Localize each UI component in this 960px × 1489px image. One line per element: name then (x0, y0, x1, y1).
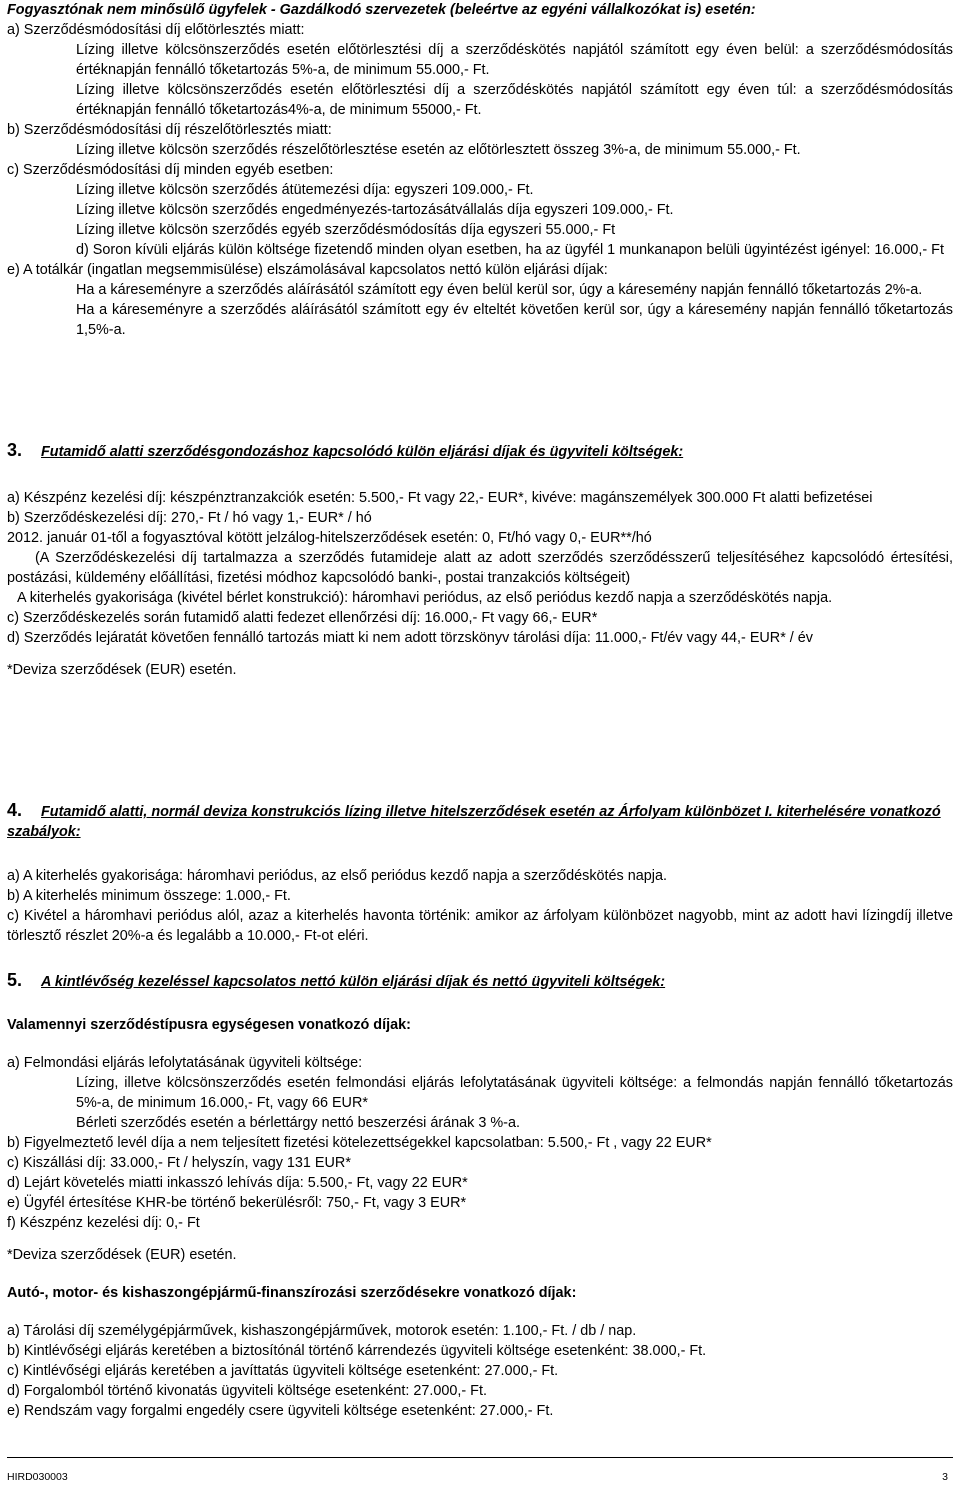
s5-a1: Lízing, illetve kölcsönszerződés esetén felmondási eljárás lefolytatásának ügyviteli költsége: a felmondás napján fennálló tőketartozás 5%-a, de minimum 16.000,- Ft, vagy 66 EUR* (76, 1075, 953, 1111)
s4-a: a) A kiterhelés gyakorisága: háromhavi periódus, az első periódus kezdő napja a szerződéskötés napja. (7, 868, 667, 884)
footer-divider (7, 1457, 953, 1458)
s5-subheading-2: Autó-, motor- és kishaszongépjármű-finanszírozási szerződésekre vonatkozó díjak: (7, 1285, 577, 1301)
s3-b3: (A Szerződéskezelési díj tartalmazza a szerződés futamideje alatt az adott szerződés szerződésszerű teljesítéséhez kapcsolódó értesítési, postázási, küldemény előállítási, fizetési módhoz kapcsolódó banki-, postai tranzakciós költségeit) (7, 550, 953, 586)
intro-e1: Ha a káreseményre a szerződés aláírásától számított egy éven belül kerül sor, úgy a káresemény napján fennálló tőketartozás 2%-a. (76, 282, 923, 298)
s5-subheading-1: Valamennyi szerződéstípusra egységesen vonatkozó díjak: (7, 1017, 411, 1033)
s5-i: c) Kintlévőségi eljárás keretében a javíttatás ügyviteli költsége esetenként: 27.000,- Ft. (7, 1363, 559, 1379)
section-4-body (7, 866, 953, 946)
intro-c3: Lízing illetve kölcsön szerződés egyéb szerződésmódosítás díja egyszeri 55.000,- Ft (76, 222, 616, 238)
s3-d: d) Szerződés lejáratát követően fennálló tartozás miatt ki nem adott törzskönyv tárolási díja: 11.000,- Ft/év vagy 44,- EUR* / év (7, 630, 813, 646)
section-5-title: A kintlévőség kezeléssel kapcsolatos nettó külön eljárási díjak és nettó ügyviteli költségek: (41, 974, 666, 990)
s5-a-heading: a) Felmondási eljárás lefolytatásának ügyviteli költsége: (7, 1055, 363, 1071)
section-5-heading (7, 970, 953, 992)
s3-note: *Deviza szerződések (EUR) esetén. (7, 662, 237, 678)
s5-h: b) Kintlévőségi eljárás keretében a biztosítónál történő kárrendezés ügyviteli költsége esetenként: 38.000,- Ft. (7, 1343, 707, 1359)
s4-b: b) A kiterhelés minimum összege: 1.000,- Ft. (7, 888, 291, 904)
intro-b-heading: b) Szerződésmódosítási díj részelőtörlesztés miatt: (7, 122, 332, 138)
section-3-title: Futamidő alatti szerződésgondozáshoz kapcsolódó külön eljárási díjak és ügyviteli költségek: (41, 444, 684, 460)
footer-page-number: 3 (942, 1471, 948, 1483)
section-4-heading (7, 800, 953, 842)
s3-b2: 2012. január 01-től a fogyasztóval kötött jelzálog-hitelszerződések esetén: 0, Ft/hó vagy 0,- EUR**/hó (7, 530, 652, 546)
intro-d: d) Soron kívüli eljárás külön költsége fizetendő minden olyan esetben, ha az ügyfél 1 munkanapon belüli ügyintézést igényel: 16.000,- Ft (76, 242, 944, 258)
s5-j: d) Forgalomból történő kivonatás ügyviteli költsége esetenként: 27.000,- Ft. (7, 1383, 487, 1399)
intro-a-heading: a) Szerződésmódosítási díj előtörlesztés miatt: (7, 22, 305, 38)
s3-b: b) Szerződéskezelési díj: 270,- Ft / hó vagy 1,- EUR* / hó (7, 510, 372, 526)
intro-a1: Lízing illetve kölcsönszerződés esetén előtörlesztési díj a szerződéskötés napjától számított egy éven belül: a szerződésmódosítás értéknapján fennálló tőketartozás 5%-a, de minimum 55.000,- Ft. (76, 42, 953, 78)
s4-c: c) Kivétel a háromhavi periódus alól, azaz a kiterhelés havonta történik: amikor az árfolyam különbözet nagyobb, mint az adott havi lízingdíj illetve törlesztő részlet 20%-a és legalább a 10.000,- Ft-ot eléri. (7, 908, 953, 944)
intro-e2: Ha a káreseményre a szerződés aláírásától számított egy év elteltét követően kerül sor, úgy a káresemény napján fennálló tőketartozás 1,5%-a. (76, 302, 953, 338)
s5-f: f) Készpénz kezelési díj: 0,- Ft (7, 1215, 200, 1231)
section-3-body (7, 488, 953, 680)
section-5-body (7, 1015, 953, 1421)
intro-c-heading: c) Szerződésmódosítási díj minden egyéb esetben: (7, 162, 334, 178)
section-4-title: Futamidő alatti, normál deviza konstrukciós lízing illetve hitelszerződések esetén az Árfolyam különbözet I. kiterhelésére vonatkozó szabályok: (7, 804, 941, 840)
section-3-heading (7, 440, 953, 462)
s5-a2: Bérleti szerződés esetén a bérlettárgy nettó beszerzési árának 3 %-a. (76, 1115, 520, 1131)
intro-e-heading: e) A totálkár (ingatlan megsemmisülése) elszámolásával kapcsolatos nettó külön eljárási díjak: (7, 262, 608, 278)
intro-b1: Lízing illetve kölcsön szerződés részelőtörlesztése esetén az előtörlesztett összeg 3%-a, de minimum 55.000,- Ft. (76, 142, 801, 158)
s5-b: b) Figyelmeztető levél díja a nem teljesített fizetési kötelezettségekkel kapcsolatban: 5.500,- Ft , vagy 22 EUR* (7, 1135, 712, 1151)
s5-g: a) Tárolási díj személygépjárművek, kishaszongépjárművek, motorok esetén: 1.100,- Ft. / db / nap. (7, 1323, 637, 1339)
s3-a: a) Készpénz kezelési díj: készpénztranzakciók esetén: 5.500,- Ft vagy 22,- EUR*, kivéve: magánszemélyek 300.000 Ft alatti befizetései (7, 490, 873, 506)
footer-document-code: HIRD030003 (7, 1471, 68, 1483)
intro-c1: Lízing illetve kölcsön szerződés átütemezési díja: egyszeri 109.000,- Ft. (76, 182, 534, 198)
intro-c2: Lízing illetve kölcsön szerződés engedményezés-tartozásátvállalás díja egyszeri 109.000,- Ft. (76, 202, 674, 218)
s5-c: c) Kiszállási díj: 33.000,- Ft / helyszín, vagy 131 EUR* (7, 1155, 351, 1171)
s3-c: c) Szerződéskezelés során futamidő alatti fedezet ellenőrzési díj: 16.000,- Ft vagy 66,- EUR* (7, 610, 598, 626)
intro-title: Fogyasztónak nem minősülő ügyfelek - Gazdálkodó szervezetek (beleértve az egyéni vállalkozókat is) esetén: (7, 2, 756, 18)
s5-note: *Deviza szerződések (EUR) esetén. (7, 1247, 237, 1263)
section-4-number: 4. (7, 800, 23, 820)
s5-e: e) Ügyfél értesítése KHR-be történő bekerülésről: 750,- Ft, vagy 3 EUR* (7, 1195, 467, 1211)
section-5-number: 5. (7, 970, 23, 990)
s5-d: d) Lejárt követelés miatti inkasszó lehívás díja: 5.500,- Ft, vagy 22 EUR* (7, 1175, 468, 1191)
section-3-number: 3. (7, 440, 23, 460)
s5-k: e) Rendszám vagy forgalmi engedély csere ügyviteli költsége esetenként: 27.000,- Ft. (7, 1403, 554, 1419)
intro-a2: Lízing illetve kölcsönszerződés esetén előtörlesztési díj a szerződéskötés napjától számított egy éven túl: a szerződésmódosítás értéknapján fennálló tőketartozás4%-a, de minimum 55000,- Ft. (76, 82, 953, 118)
intro-section (7, 0, 953, 340)
s3-b4: A kiterhelés gyakorisága (kivétel bérlet konstrukció): háromhavi periódus, az első periódus kezdő napja a szerződéskötés napja. (17, 590, 833, 606)
